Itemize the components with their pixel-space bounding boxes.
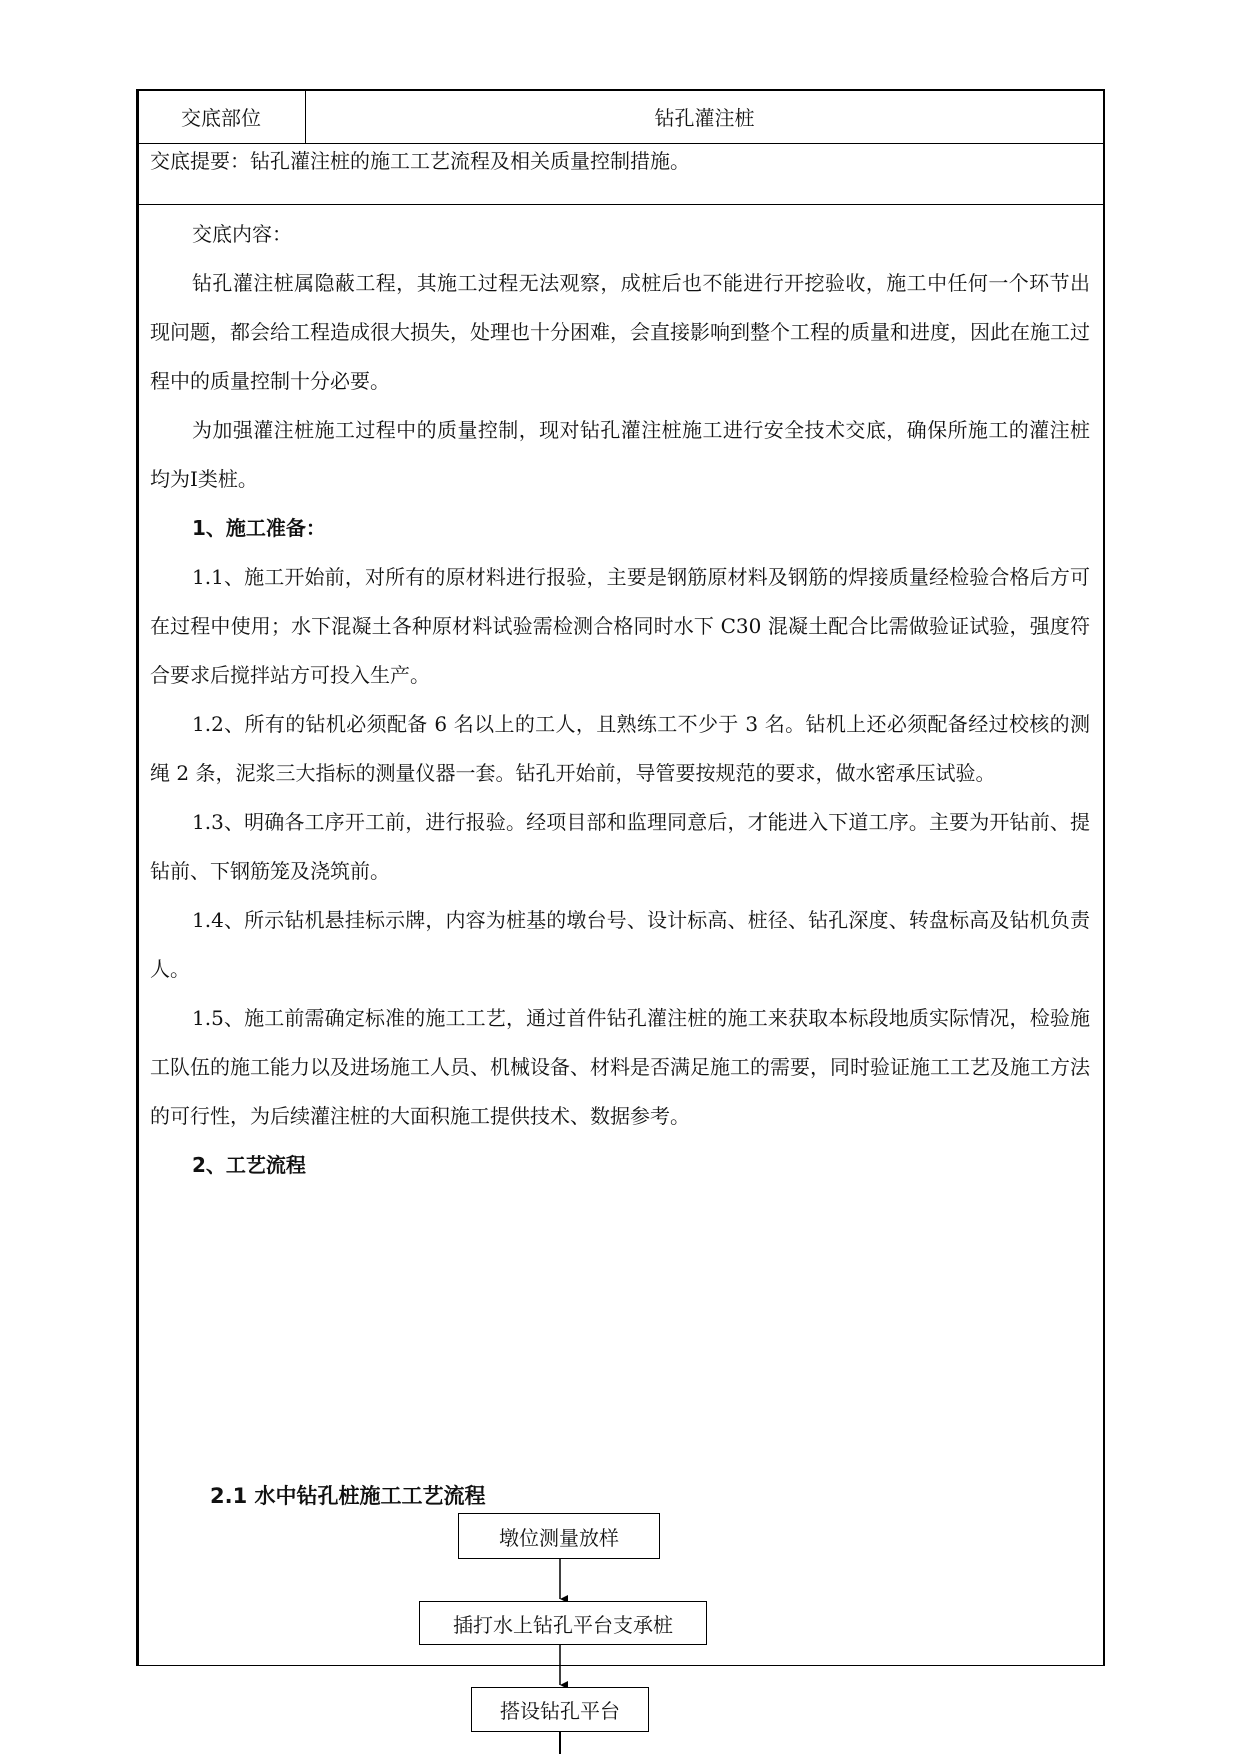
disclosure-content [150, 210, 1090, 1190]
disclosure-summary: 交底提要：钻孔灌注桩的施工工艺流程及相关质量控制措施。 [150, 149, 690, 173]
disclosure-location-value: 钻孔灌注桩 [654, 105, 755, 130]
table-border-right [1103, 89, 1105, 1666]
content-paragraph: 钻孔灌注桩属隐蔽工程，其施工过程无法观察，成桩后也不能进行开挖验收，施工中任何一个环节出现问题，都会给工程造成很大损失，处理也十分困难，会直接影响到整个工程的质量和进度，因此在施工过程中的质量控制十分必要。 [150, 271, 1090, 393]
section-heading: 2、工艺流程 [192, 1153, 306, 1177]
flow-step-box: 搭设钻孔平台 [471, 1687, 649, 1732]
content-item: 1.2、所有的钻机必须配备 6 名以上的工人，且熟练工不少于 3 名。钻机上还必须配备经过校核的测绳 2 条，泥浆三大指标的测量仪器一套。钻孔开始前，导管要按规范的要求，做水密承压试验。 [150, 712, 1090, 785]
table-border-bottom [137, 1665, 1105, 1666]
table-row-divider [137, 204, 1105, 205]
flowchart-title: 2.1 水中钻孔桩施工工艺流程 [210, 1484, 486, 1508]
flow-step-box: 插打水上钻孔平台支承桩 [419, 1601, 707, 1645]
content-item: 1.5、施工前需确定标准的施工工艺，通过首件钻孔灌注桩的施工来获取本标段地质实际情况，检验施工队伍的施工能力以及进场施工人员、机械设备、材料是否满足施工的需要，同时验证施工工艺及施工方法的可行性，为后续灌注桩的大面积施工提供技术、数据参考。 [150, 1006, 1090, 1128]
content-item: 1.4、所示钻机悬挂标示牌，内容为桩基的墩台号、设计标高、桩径、钻孔深度、转盘标高及钻机负责人。 [150, 908, 1090, 981]
content-intro-label: 交底内容： [192, 222, 292, 246]
disclosure-location-label: 交底部位 [181, 105, 261, 130]
content-item: 1.3、明确各工序开工前，进行报验。经项目部和监理同意后，才能进入下道工序。主要为开钻前、提钻前、下钢筋笼及浇筑前。 [150, 810, 1090, 883]
table-border-left [136, 89, 139, 1666]
section-heading: 1、施工准备： [192, 516, 326, 540]
content-paragraph: 为加强灌注桩施工过程中的质量控制，现对钻孔灌注桩施工进行安全技术交底，确保所施工的灌注桩均为Ⅰ类桩。 [150, 418, 1090, 491]
content-item: 1.1、施工开始前，对所有的原材料进行报验，主要是钢筋原材料及钢筋的焊接质量经检验合格后方可在过程中使用；水下混凝土各种原材料试验需检测合格同时水下 C30 混凝土配合比需做验证试验，强度符合要求后搅拌站方可投入生产。 [150, 565, 1090, 687]
flow-step-box: 墩位测量放样 [458, 1513, 660, 1559]
table-row-divider [137, 143, 1105, 144]
